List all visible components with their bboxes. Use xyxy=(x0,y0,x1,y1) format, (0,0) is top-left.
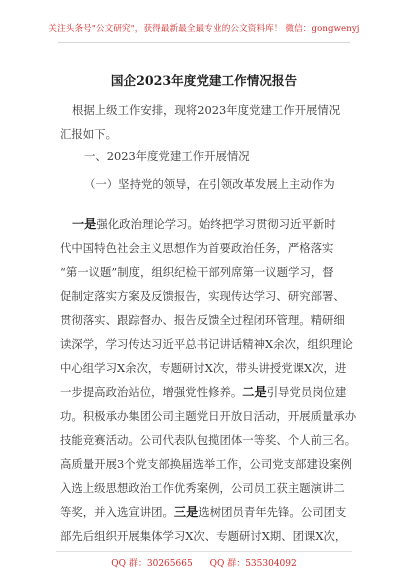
header-note: 关注头条号"公文研究"，获得最新最全最专业的公文资料库！ 微信：gongwenyj xyxy=(48,24,360,34)
paragraph-line xyxy=(60,284,350,308)
document-title: 国企2023年度党建工作情况报告 xyxy=(110,73,298,88)
paragraph-text: 技能竞赛活动。公司代表队包揽团体一等奖、个人前三名。 xyxy=(60,433,357,447)
header-divider xyxy=(58,42,350,43)
footer xyxy=(0,556,408,569)
paragraph-text: 贯彻落实、跟踪督办、报告反馈全过程闭环管理。精研细 xyxy=(60,313,345,327)
paragraph-text: 读深学，学习传达习近平总书记讲话精神X余次，组织理论 xyxy=(60,337,353,351)
intro-line-2: 汇报如下。 xyxy=(60,127,117,141)
paragraph-line xyxy=(60,428,357,452)
paragraph-text: “第一议题”制度，组织纪检干部列席第一议题学习，督 xyxy=(60,265,334,279)
paragraph-line xyxy=(60,404,357,428)
paragraph-text: 部先后组织开展集体学习X次、专题研讨X期、团课X次， xyxy=(60,529,347,543)
paragraph-line xyxy=(60,452,353,476)
paragraph-text: 功。积极承办集团公司主题党日开放日活动，开展质量承办 xyxy=(60,409,357,423)
paragraph-line xyxy=(60,356,350,380)
paragraph-text: 等奖，并入选宣讲团。 xyxy=(60,505,174,519)
paragraph-line xyxy=(60,236,350,260)
paragraph-text: 选树团员青年先锋。公司团支 xyxy=(198,505,347,519)
paragraph-line xyxy=(60,332,353,356)
paragraph-line xyxy=(60,500,350,524)
paragraph-line xyxy=(60,308,350,332)
paragraph-line xyxy=(60,380,350,404)
paragraph-lead: 二是 xyxy=(242,385,267,399)
subsection-heading: （一）坚持党的领导，在引领改革发展上主动作为 xyxy=(84,177,335,191)
paragraph-line xyxy=(60,476,350,500)
footer-divider xyxy=(56,551,352,552)
footer-qq-group-1: QQ 群：30265665 xyxy=(111,559,193,569)
intro-paragraph xyxy=(60,98,362,146)
footer-qq-group-2: QQ 群：535304092 xyxy=(209,559,297,569)
section-heading: 一、2023年度党建工作开展情况 xyxy=(84,149,250,163)
paragraph-line xyxy=(60,524,350,548)
paragraph-text: 促制定落实方案及反馈报告，实现传达学习、研究部署、 xyxy=(60,289,345,303)
paragraph-text: 中心组学习X余次，专题研讨X次，带头讲授党课X次，进 xyxy=(60,361,347,375)
intro-line-1: 根据上级工作安排，现将2023年度党建工作开展情况 xyxy=(72,103,341,117)
paragraph-lead: 三是 xyxy=(173,505,199,519)
body-paragraph xyxy=(60,212,357,548)
paragraph-text: 代中国特色社会主义思想作为首要政治任务，严格落实 xyxy=(60,241,334,255)
paragraph-text: 入选上级思想政治工作优秀案例，公司员工获主题演讲二 xyxy=(60,481,345,495)
paragraph-line xyxy=(60,260,350,284)
paragraph-lead: 一是 xyxy=(72,217,97,231)
paragraph-line xyxy=(60,212,350,236)
paragraph-text: 引导党员岗位建 xyxy=(266,385,347,399)
paragraph-text: 强化政治理论学习。始终把学习贯彻习近平新时 xyxy=(96,217,336,231)
paragraph-text: 高质量开展3个党支部换届选举工作，公司党支部建设案例 xyxy=(60,457,353,471)
paragraph-text: 一步提高政治站位，增强党性修养。 xyxy=(60,385,243,399)
